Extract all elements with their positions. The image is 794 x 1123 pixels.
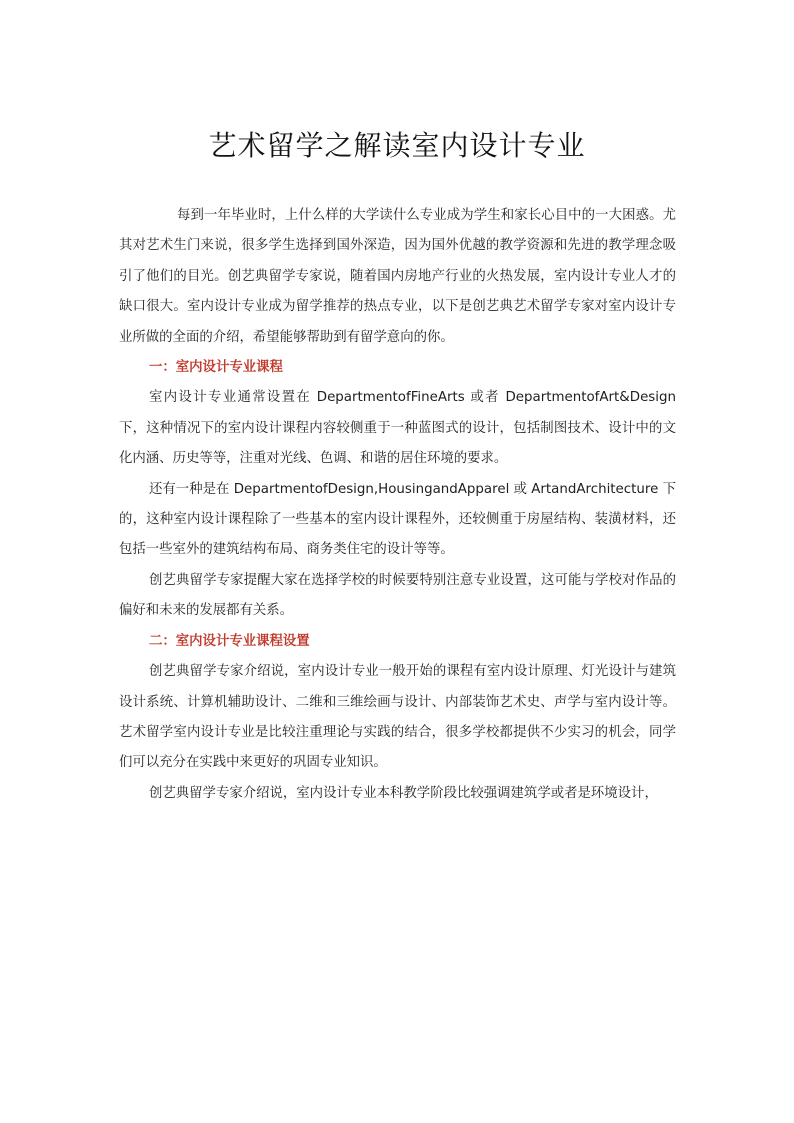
document-body: [119, 201, 676, 809]
section1-paragraph-3: 创艺典留学专家提醒大家在选择学校的时候要特别注意专业设置，这可能与学校对作品的偏好和未来的发展都有关系。: [119, 572, 676, 619]
document-title: 艺术留学之解读室内设计专业: [208, 129, 586, 162]
section-heading-courses: 一：室内设计专业课程: [149, 360, 283, 376]
section2-paragraph-1: 创艺典留学专家介绍说，室内设计专业一般开始的课程有室内设计原理、灯光设计与建筑设计系统、计算机辅助设计、二维和三维绘画与设计、内部装饰艺术史、声学与室内设计等。艺术留学室内设计专业是比较注重理论与实践的结合，很多学校都提供不少实习的机会，同学们可以充分在实践中来更好的巩固专业知识。: [119, 664, 676, 771]
section-heading-curriculum: 二：室内设计专业课程设置: [149, 633, 310, 649]
intro-paragraph: 每到一年毕业时，上什么样的大学读什么专业成为学生和家长心目中的一大困惑。尤其对艺术生门来说，很多学生选择到国外深造，因为国外优越的教学资源和先进的教学理念吸引了他们的目光。创艺典留学专家说，随着国内房地产行业的火热发展，室内设计专业人才的缺口很大。室内设计专业成为留学推荐的热点专业，以下是创艺典艺术留学专家对室内设计专业所做的全面的介绍，希望能够帮助到有留学意向的你。: [119, 208, 676, 345]
section2-paragraph-2: 创艺典留学专家介绍说，室内设计专业本科教学阶段比较强调建筑学或者是环境设计，: [149, 785, 658, 801]
section1-paragraph-2: 还有一种是在 DepartmentofDesign,HousingandApparel 或 ArtandArchitecture 下的，这种室内设计课程除了一些基本的室内设计课程外，还较侧重于房屋结构、装潢材料，还包括一些室外的建筑结构布局、商务类住宅的设计等等。: [119, 481, 676, 558]
section1-paragraph-1: 室内设计专业通常设置在 DepartmentofFineArts 或者 DepartmentofArt&Design 下，这种情况下的室内设计课程内容较侧重于一种蓝图式的设计，包括制图技术、设计中的文化内涵、历史等等，注重对光线、色调、和谐的居住环境的要求。: [119, 390, 676, 467]
